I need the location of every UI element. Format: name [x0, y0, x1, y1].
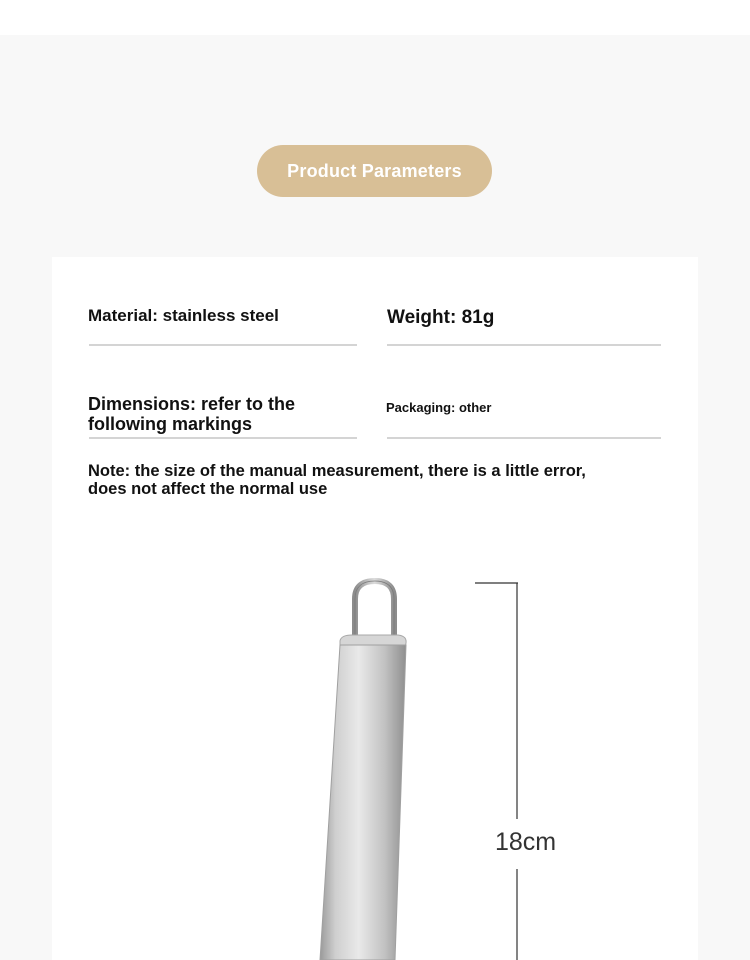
divider	[387, 344, 661, 346]
divider	[89, 344, 357, 346]
parameters-card	[52, 257, 698, 960]
product-image	[52, 557, 698, 960]
section-title-badge	[257, 145, 492, 197]
handle-body	[320, 645, 406, 960]
section-title: Product Parameters	[287, 160, 462, 181]
param-packaging: Packaging: other	[386, 400, 492, 415]
param-material: Material: stainless steel	[88, 306, 279, 325]
param-dimensions: Dimensions: refer to the following markings	[88, 394, 296, 434]
divider	[387, 437, 661, 439]
dimension-label: 18cm	[495, 828, 557, 856]
param-weight: Weight: 81g	[387, 307, 495, 328]
measurement-note: Note: the size of the manual measurement, there is a little error, does not affect the normal use	[88, 462, 586, 498]
hanging-loop	[355, 581, 394, 639]
divider	[89, 437, 357, 439]
